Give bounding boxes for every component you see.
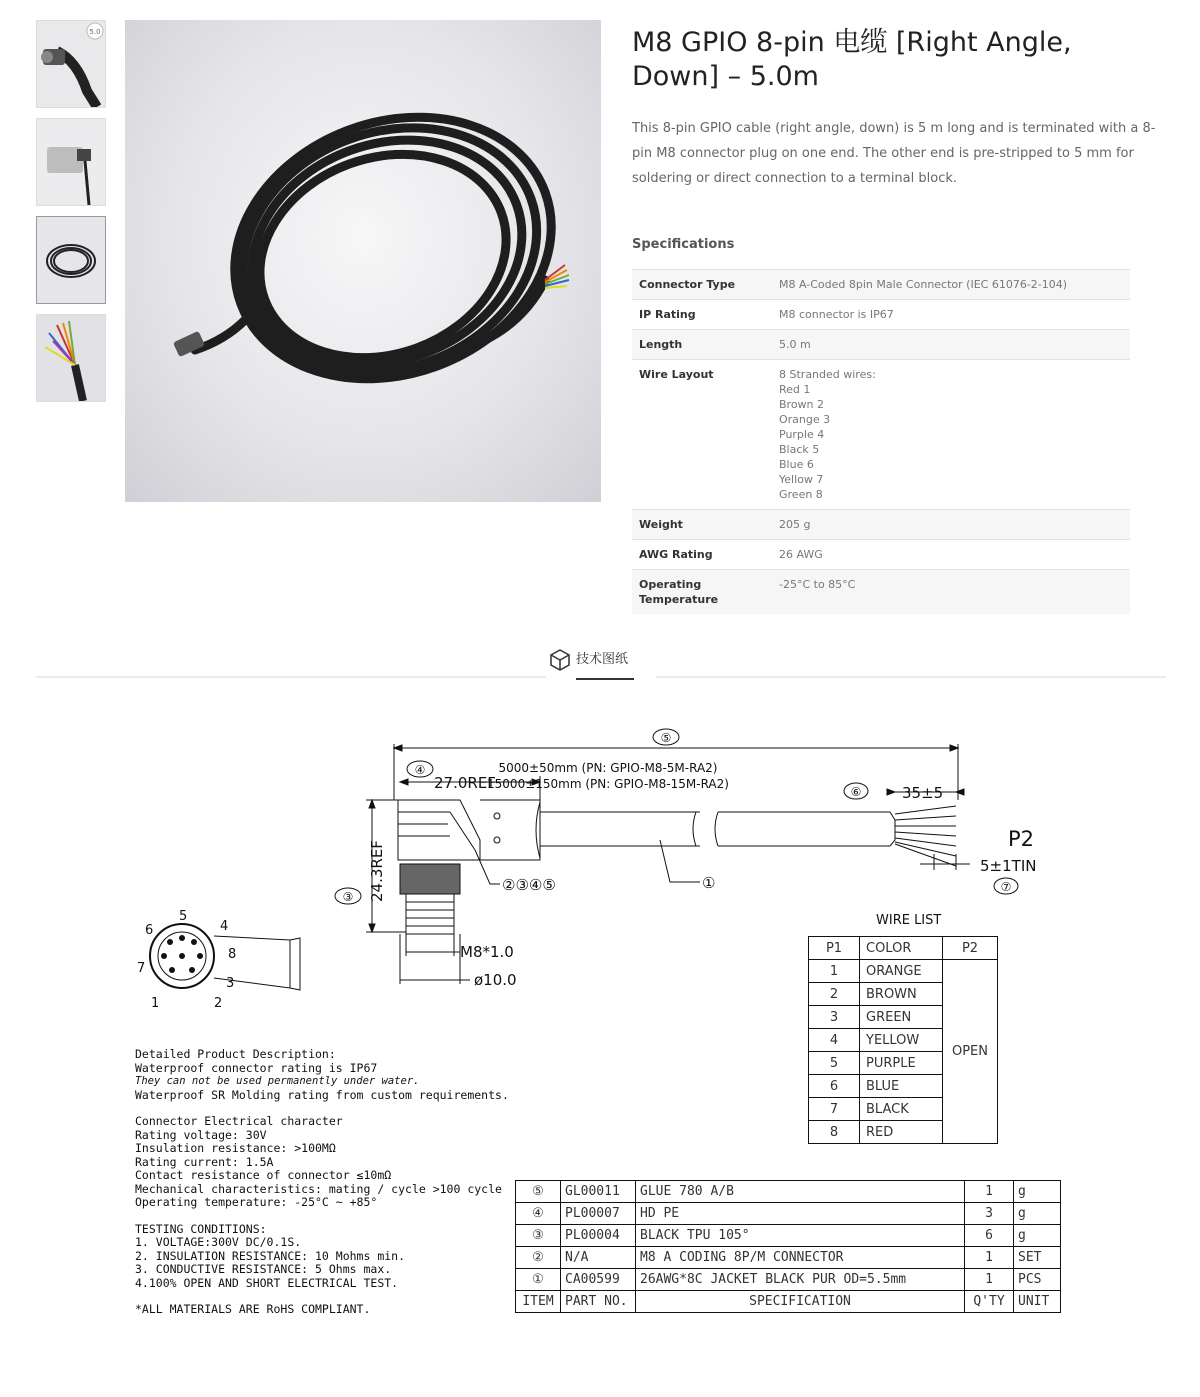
table-row (516, 1181, 1061, 1203)
spec-value: 5.0 m (772, 330, 1130, 360)
note-line: 3. CONDUCTIVE RESISTANCE: 5 Ohms max. (135, 1262, 392, 1276)
bom-unit: SET (1014, 1247, 1061, 1269)
pin-label: 2 (214, 996, 223, 1011)
table-header-row (516, 1291, 1061, 1313)
divider (36, 676, 546, 678)
pin-label: 3 (226, 976, 235, 991)
bom-item: ① (516, 1269, 561, 1291)
wire-layout-line: Yellow 7 (779, 473, 824, 486)
pin-label: 7 (137, 961, 146, 976)
product-title: M8 GPIO 8-pin 电缆 [Right Angle, Down] – 5.0m (632, 27, 1072, 92)
wire-p2-open: OPEN (943, 960, 998, 1144)
note-line: 4.100% OPEN AND SHORT ELECTRICAL TEST. (135, 1275, 399, 1290)
spec-key: Connector Type (632, 270, 772, 300)
bom-item: ⑤ (516, 1181, 561, 1203)
table-row (809, 937, 998, 960)
length-5m: 5000±50mm (PN: GPIO-M8-5M-RA2) (498, 761, 718, 775)
note-line: Insulation resistance: >100MΩ (135, 1141, 336, 1155)
stripped-wires-thumbnail (37, 315, 105, 401)
thumbnail-connector-closeup[interactable] (36, 20, 106, 108)
pin-label: 8 (228, 947, 237, 962)
wire-color: BLACK (860, 1098, 943, 1121)
spec-value: M8 A-Coded 8pin Male Connector (IEC 61076-2-104) (772, 270, 1130, 300)
wire-layout-line: Black 5 (779, 443, 820, 456)
bom-unit: g (1014, 1203, 1061, 1225)
wire-layout-line: Purple 4 (779, 428, 825, 441)
note-line: Contact resistance of connector ≤10mΩ (135, 1168, 392, 1182)
spec-value: 26 AWG (772, 540, 1130, 570)
wire-list-table (808, 936, 998, 1144)
thumb-badge: 5.0 (89, 28, 101, 36)
bom-part: PL00004 (561, 1225, 636, 1247)
wire-p1: 8 (809, 1121, 860, 1144)
note-line: 1. VOLTAGE:300V DC/0.1S. (135, 1235, 302, 1249)
spec-row (632, 270, 1130, 300)
product-description: This 8-pin GPIO cable (right angle, down) is 5 m long and is terminated with a 8-pin M8 connector plug on one end. The other end is pre-stripped to 5 mm for soldering or direct connection to a terminal block. (632, 121, 1156, 186)
note-line: Mechanical characteristics: mating / cycle >100 cycle (135, 1181, 502, 1196)
callout-6: ⑥ (850, 785, 862, 799)
dim-strip: 35±5 (902, 784, 944, 802)
bom-unit: g (1014, 1225, 1061, 1247)
pin-label: 4 (220, 919, 229, 934)
note-line: Connector Electrical character (135, 1114, 343, 1128)
coiled-cable-thumbnail (37, 217, 105, 303)
table-row (516, 1247, 1061, 1269)
header-color: COLOR (860, 937, 943, 960)
wire-color: BLUE (860, 1075, 943, 1098)
wire-layout-line: Brown 2 (779, 398, 825, 411)
bill-of-materials-table (515, 1180, 1061, 1313)
bom-spec: 26AWG*8C JACKET BLACK PUR OD=5.5mm (636, 1269, 965, 1291)
connector-closeup-thumbnail (37, 21, 105, 107)
note-line: Rating voltage: 30V (135, 1127, 267, 1142)
bom-header-item: ITEM (516, 1291, 561, 1313)
bom-spec: GLUE 780 A/B (636, 1181, 965, 1203)
product-main-image[interactable] (125, 20, 601, 502)
wire-color: BROWN (860, 983, 943, 1006)
bom-qty: 1 (965, 1181, 1014, 1203)
callout-3: ③ (342, 890, 354, 904)
table-row (809, 960, 998, 983)
header-p1: P1 (809, 937, 860, 960)
spec-row (632, 510, 1130, 540)
dim-27ref: 27.0REF (434, 774, 496, 792)
wire-p1: 4 (809, 1029, 860, 1052)
thumbnail-gallery (36, 20, 106, 412)
bom-part: GL00011 (561, 1181, 636, 1203)
tab-active-indicator (576, 678, 634, 680)
wire-p1: 3 (809, 1006, 860, 1029)
spec-row (632, 360, 1130, 510)
bom-qty: 3 (965, 1203, 1014, 1225)
callout-7: ⑦ (1000, 880, 1012, 894)
wire-layout-line: Blue 6 (779, 458, 814, 471)
thumbnail-stripped-wires[interactable] (36, 314, 106, 402)
wire-p1: 7 (809, 1098, 860, 1121)
spec-key: Length (632, 330, 772, 360)
bom-qty: 1 (965, 1269, 1014, 1291)
spec-key: Wire Layout (632, 360, 772, 510)
spec-row (632, 300, 1130, 330)
note-line: Waterproof connector rating is IP67 (135, 1060, 378, 1075)
note-line: They can not be used permanently under water. (135, 1075, 420, 1087)
callout-parts: ②③④⑤ (502, 876, 556, 894)
spec-value: 205 g (772, 510, 1130, 540)
table-row (516, 1203, 1061, 1225)
spec-key: AWG Rating (632, 540, 772, 570)
thumbnail-camera-connector[interactable] (36, 118, 106, 206)
drawing-tab-bar (36, 640, 1166, 680)
specifications-heading: Specifications (632, 237, 735, 252)
wire-p1: 1 (809, 960, 860, 983)
bom-header-part: PART NO. (561, 1291, 636, 1313)
note-line: 2. INSULATION RESISTANCE: 10 Mohms min. (135, 1248, 406, 1263)
dim-24ref: 24.3REF (368, 840, 386, 902)
spec-row (632, 570, 1130, 615)
bom-part: PL00007 (561, 1203, 636, 1225)
wire-layout-line: 8 Stranded wires: (779, 368, 876, 381)
wire-color: ORANGE (860, 960, 943, 983)
header-p2: P2 (943, 937, 998, 960)
wire-color: RED (860, 1121, 943, 1144)
divider (656, 676, 1166, 678)
drawing-notes (135, 1048, 509, 1317)
wire-p1: 6 (809, 1075, 860, 1098)
spec-key: IP Rating (632, 300, 772, 330)
note-line: Rating current: 1.5A (135, 1154, 274, 1169)
specifications-table (632, 269, 1130, 614)
p2-label: P2 (1008, 827, 1035, 851)
pin-label: 5 (179, 909, 188, 924)
wire-layout-line: Orange 3 (779, 413, 831, 426)
bom-header-unit: UNIT (1014, 1291, 1061, 1313)
bom-spec: BLACK TPU 105° (636, 1225, 965, 1247)
note-line: Detailed Product Description: (135, 1047, 336, 1061)
spec-value-wire-layout (772, 360, 1130, 510)
spec-value: M8 connector is IP67 (772, 300, 1130, 330)
bom-header-spec: SPECIFICATION (636, 1291, 965, 1313)
bom-qty: 1 (965, 1247, 1014, 1269)
bom-item: ② (516, 1247, 561, 1269)
spec-key: Operating Temperature (632, 570, 772, 615)
spec-value: -25°C to 85°C (772, 570, 1130, 615)
callout-4: ④ (414, 763, 426, 777)
wire-color: GREEN (860, 1006, 943, 1029)
cube-icon (548, 648, 572, 672)
bom-header-qty: Q'TY (965, 1291, 1014, 1313)
table-row (516, 1225, 1061, 1247)
coiled-black-cable-photo (125, 20, 601, 502)
bom-unit: PCS (1014, 1269, 1061, 1291)
wire-layout-line: Red 1 (779, 383, 811, 396)
note-line: *ALL MATERIALS ARE RoHS COMPLIANT. (135, 1302, 371, 1316)
wire-layout-line: Green 8 (779, 488, 823, 501)
wire-p1: 2 (809, 983, 860, 1006)
bom-part: CA00599 (561, 1269, 636, 1291)
wire-color: PURPLE (860, 1052, 943, 1075)
dim-diameter: ø10.0 (474, 971, 517, 989)
bom-spec: M8 A CODING 8P/M CONNECTOR (636, 1247, 965, 1269)
spec-row (632, 540, 1130, 570)
note-line: Operating temperature: -25°C ~ +85° (135, 1195, 378, 1209)
wire-list-caption: WIRE LIST (876, 913, 942, 928)
callout-1-cable: ① (702, 874, 716, 892)
wire-p1: 5 (809, 1052, 860, 1075)
tab-label: 技术图纸 (576, 652, 629, 667)
bom-item: ④ (516, 1203, 561, 1225)
pin-label: 6 (145, 923, 154, 938)
length-15m: 15000±150mm (PN: GPIO-M8-15M-RA2) (487, 777, 729, 791)
bom-item: ③ (516, 1225, 561, 1247)
bom-qty: 6 (965, 1225, 1014, 1247)
note-line: Waterproof SR Molding rating from custom requirements. (135, 1087, 509, 1102)
dim-thread: M8*1.0 (460, 943, 514, 961)
dim-label-total: ⑤ (660, 731, 672, 745)
thumbnail-coiled-cable[interactable] (36, 216, 106, 304)
bom-unit: g (1014, 1181, 1061, 1203)
dim-tin: 5±1TIN (980, 857, 1037, 875)
wire-color: YELLOW (860, 1029, 943, 1052)
pin-label: 1 (151, 996, 160, 1011)
bom-part: N/A (561, 1247, 636, 1269)
note-line: TESTING CONDITIONS: (135, 1221, 267, 1236)
camera-connector-thumbnail (37, 119, 105, 205)
table-row (516, 1269, 1061, 1291)
spec-key: Weight (632, 510, 772, 540)
spec-row (632, 330, 1130, 360)
bom-spec: HD PE (636, 1203, 965, 1225)
